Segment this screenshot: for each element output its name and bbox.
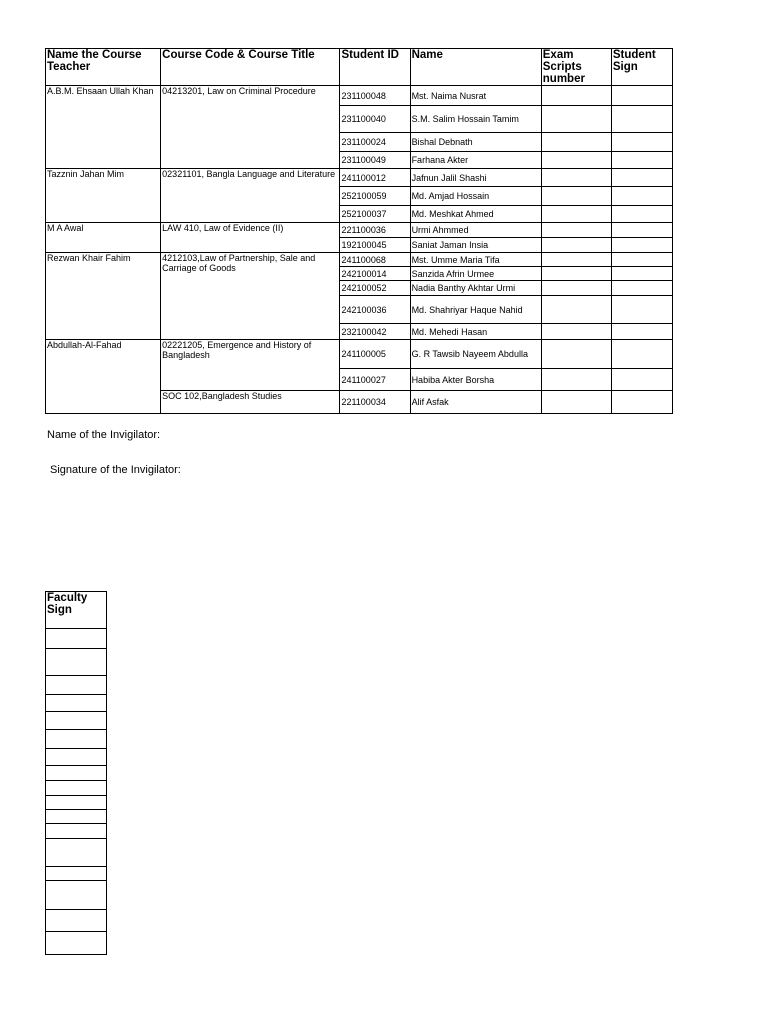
faculty-sign-row bbox=[46, 781, 107, 796]
student-id-cell: 242100014 bbox=[340, 267, 410, 281]
student-name-cell: Mst. Umme Maria Tifa bbox=[410, 253, 541, 267]
student-sign-cell[interactable] bbox=[611, 86, 672, 106]
faculty-sign-cell[interactable] bbox=[46, 695, 107, 712]
student-name-cell: Farhana Akter bbox=[410, 152, 541, 169]
student-name-cell: Sanzida Afrin Urmee bbox=[410, 267, 541, 281]
exam-scripts-cell[interactable] bbox=[541, 187, 611, 206]
exam-scripts-cell[interactable] bbox=[541, 169, 611, 187]
header-exam-scripts: Exam Scripts number bbox=[541, 49, 611, 86]
faculty-sign-cell[interactable] bbox=[46, 796, 107, 810]
course-cell: SOC 102,Bangladesh Studies bbox=[161, 391, 340, 414]
invigilator-name-label: Name of the Invigilator: bbox=[47, 429, 161, 441]
exam-scripts-cell[interactable] bbox=[541, 152, 611, 169]
faculty-sign-row bbox=[46, 910, 107, 932]
student-sign-cell[interactable] bbox=[611, 281, 672, 296]
student-name-cell: Md. Meshkat Ahmed bbox=[410, 206, 541, 223]
faculty-sign-row bbox=[46, 749, 107, 766]
exam-scripts-cell[interactable] bbox=[541, 223, 611, 238]
student-name-cell: Jafnun Jalil Shashi bbox=[410, 169, 541, 187]
student-name-cell: Md. Mehedi Hasan bbox=[410, 324, 541, 340]
exam-scripts-cell[interactable] bbox=[541, 206, 611, 223]
student-sign-cell[interactable] bbox=[611, 106, 672, 133]
teacher-cell: A.B.M. Ehsaan Ullah Khan bbox=[46, 86, 161, 169]
header-name: Name bbox=[410, 49, 541, 86]
student-name-cell: Mst. Naima Nusrat bbox=[410, 86, 541, 106]
student-id-cell: 192100045 bbox=[340, 238, 410, 253]
faculty-sign-row bbox=[46, 932, 107, 955]
student-sign-cell[interactable] bbox=[611, 206, 672, 223]
exam-scripts-cell[interactable] bbox=[541, 324, 611, 340]
faculty-sign-cell[interactable] bbox=[46, 730, 107, 749]
header-student-id: Student ID bbox=[340, 49, 410, 86]
faculty-header-row bbox=[46, 592, 107, 629]
student-name-cell: G. R Tawsib Nayeem Abdulla bbox=[410, 340, 541, 369]
student-id-cell: 231100040 bbox=[340, 106, 410, 133]
student-id-cell: 252100037 bbox=[340, 206, 410, 223]
student-name-cell: Md. Amjad Hossain bbox=[410, 187, 541, 206]
student-id-cell: 231100024 bbox=[340, 133, 410, 152]
faculty-sign-row bbox=[46, 695, 107, 712]
course-cell: 04213201, Law on Criminal Procedure bbox=[161, 86, 340, 169]
student-id-cell: 221100034 bbox=[340, 391, 410, 414]
exam-scripts-cell[interactable] bbox=[541, 267, 611, 281]
student-name-cell: Urmi Ahmmed bbox=[410, 223, 541, 238]
table-row bbox=[46, 340, 673, 369]
course-cell: 4212103,Law of Partnership, Sale and Carriage of Goods bbox=[161, 253, 340, 340]
exam-scripts-cell[interactable] bbox=[541, 340, 611, 369]
table-row bbox=[46, 169, 673, 187]
student-sign-cell[interactable] bbox=[611, 267, 672, 281]
student-name-cell: S.M. Salim Hossain Tamim bbox=[410, 106, 541, 133]
student-id-cell: 231100048 bbox=[340, 86, 410, 106]
student-sign-cell[interactable] bbox=[611, 152, 672, 169]
student-id-cell: 242100052 bbox=[340, 281, 410, 296]
student-sign-cell[interactable] bbox=[611, 340, 672, 369]
student-id-cell: 252100059 bbox=[340, 187, 410, 206]
student-name-cell: Saniat Jaman Insia bbox=[410, 238, 541, 253]
faculty-sign-table bbox=[45, 591, 107, 955]
student-name-cell: Nadia Banthy Akhtar Urmi bbox=[410, 281, 541, 296]
header-student-sign: Student Sign bbox=[611, 49, 672, 86]
exam-scripts-cell[interactable] bbox=[541, 253, 611, 267]
faculty-sign-row bbox=[46, 824, 107, 839]
teacher-cell: M A Awal bbox=[46, 223, 161, 253]
faculty-sign-cell[interactable] bbox=[46, 910, 107, 932]
attendance-table bbox=[45, 48, 673, 414]
faculty-sign-cell[interactable] bbox=[46, 766, 107, 781]
faculty-sign-cell[interactable] bbox=[46, 867, 107, 881]
exam-scripts-cell[interactable] bbox=[541, 281, 611, 296]
student-sign-cell[interactable] bbox=[611, 238, 672, 253]
student-sign-cell[interactable] bbox=[611, 169, 672, 187]
faculty-sign-row bbox=[46, 730, 107, 749]
student-name-cell: Md. Shahriyar Haque Nahid bbox=[410, 296, 541, 324]
faculty-sign-row bbox=[46, 867, 107, 881]
faculty-sign-cell[interactable] bbox=[46, 749, 107, 766]
faculty-sign-header: Faculty Sign bbox=[46, 592, 107, 629]
student-sign-cell[interactable] bbox=[611, 324, 672, 340]
teacher-cell: Rezwan Khair Fahim bbox=[46, 253, 161, 340]
table-row bbox=[46, 253, 673, 267]
faculty-sign-row bbox=[46, 712, 107, 730]
student-name-cell: Alif Asfak bbox=[410, 391, 541, 414]
faculty-sign-cell[interactable] bbox=[46, 932, 107, 955]
exam-scripts-cell[interactable] bbox=[541, 391, 611, 414]
faculty-sign-cell[interactable] bbox=[46, 839, 107, 867]
faculty-sign-row bbox=[46, 649, 107, 676]
table-row bbox=[46, 223, 673, 238]
faculty-sign-row bbox=[46, 676, 107, 695]
exam-scripts-cell[interactable] bbox=[541, 369, 611, 391]
faculty-sign-row bbox=[46, 839, 107, 867]
student-sign-cell[interactable] bbox=[611, 296, 672, 324]
faculty-sign-cell[interactable] bbox=[46, 810, 107, 824]
student-sign-cell[interactable] bbox=[611, 391, 672, 414]
faculty-sign-cell[interactable] bbox=[46, 712, 107, 730]
exam-scripts-cell[interactable] bbox=[541, 86, 611, 106]
course-cell: LAW 410, Law of Evidence (II) bbox=[161, 223, 340, 253]
exam-scripts-cell[interactable] bbox=[541, 238, 611, 253]
table-header-row bbox=[46, 49, 673, 86]
student-sign-cell[interactable] bbox=[611, 253, 672, 267]
teacher-cell: Abdullah-Al-Fahad bbox=[46, 340, 161, 414]
exam-scripts-cell[interactable] bbox=[541, 133, 611, 152]
student-sign-cell[interactable] bbox=[611, 369, 672, 391]
faculty-sign-cell[interactable] bbox=[46, 676, 107, 695]
faculty-sign-row bbox=[46, 629, 107, 649]
student-id-cell: 241100027 bbox=[340, 369, 410, 391]
faculty-sign-row bbox=[46, 796, 107, 810]
faculty-sign-cell[interactable] bbox=[46, 881, 107, 910]
faculty-sign-row bbox=[46, 766, 107, 781]
faculty-sign-row bbox=[46, 810, 107, 824]
table-row bbox=[46, 86, 673, 106]
header-course: Course Code & Course Title bbox=[161, 49, 340, 86]
faculty-sign-cell[interactable] bbox=[46, 781, 107, 796]
course-cell: 02221205, Emergence and History of Bangladesh bbox=[161, 340, 340, 391]
course-cell: 02321101, Bangla Language and Literature bbox=[161, 169, 340, 223]
student-id-cell: 232100042 bbox=[340, 324, 410, 340]
student-sign-cell[interactable] bbox=[611, 187, 672, 206]
student-id-cell: 221100036 bbox=[340, 223, 410, 238]
exam-scripts-cell[interactable] bbox=[541, 296, 611, 324]
student-id-cell: 241100068 bbox=[340, 253, 410, 267]
faculty-sign-row bbox=[46, 881, 107, 910]
faculty-sign-cell[interactable] bbox=[46, 629, 107, 649]
student-sign-cell[interactable] bbox=[611, 223, 672, 238]
student-name-cell: Bishal Debnath bbox=[410, 133, 541, 152]
invigilator-signature-label: Signature of the Invigilator: bbox=[50, 464, 181, 476]
teacher-cell: Tazznin Jahan Mim bbox=[46, 169, 161, 223]
student-name-cell: Habiba Akter Borsha bbox=[410, 369, 541, 391]
header-teacher: Name the Course Teacher bbox=[46, 49, 161, 86]
student-id-cell: 242100036 bbox=[340, 296, 410, 324]
student-sign-cell[interactable] bbox=[611, 133, 672, 152]
student-id-cell: 231100049 bbox=[340, 152, 410, 169]
exam-scripts-cell[interactable] bbox=[541, 106, 611, 133]
student-id-cell: 241100012 bbox=[340, 169, 410, 187]
faculty-sign-cell[interactable] bbox=[46, 824, 107, 839]
student-id-cell: 241100005 bbox=[340, 340, 410, 369]
faculty-sign-cell[interactable] bbox=[46, 649, 107, 676]
